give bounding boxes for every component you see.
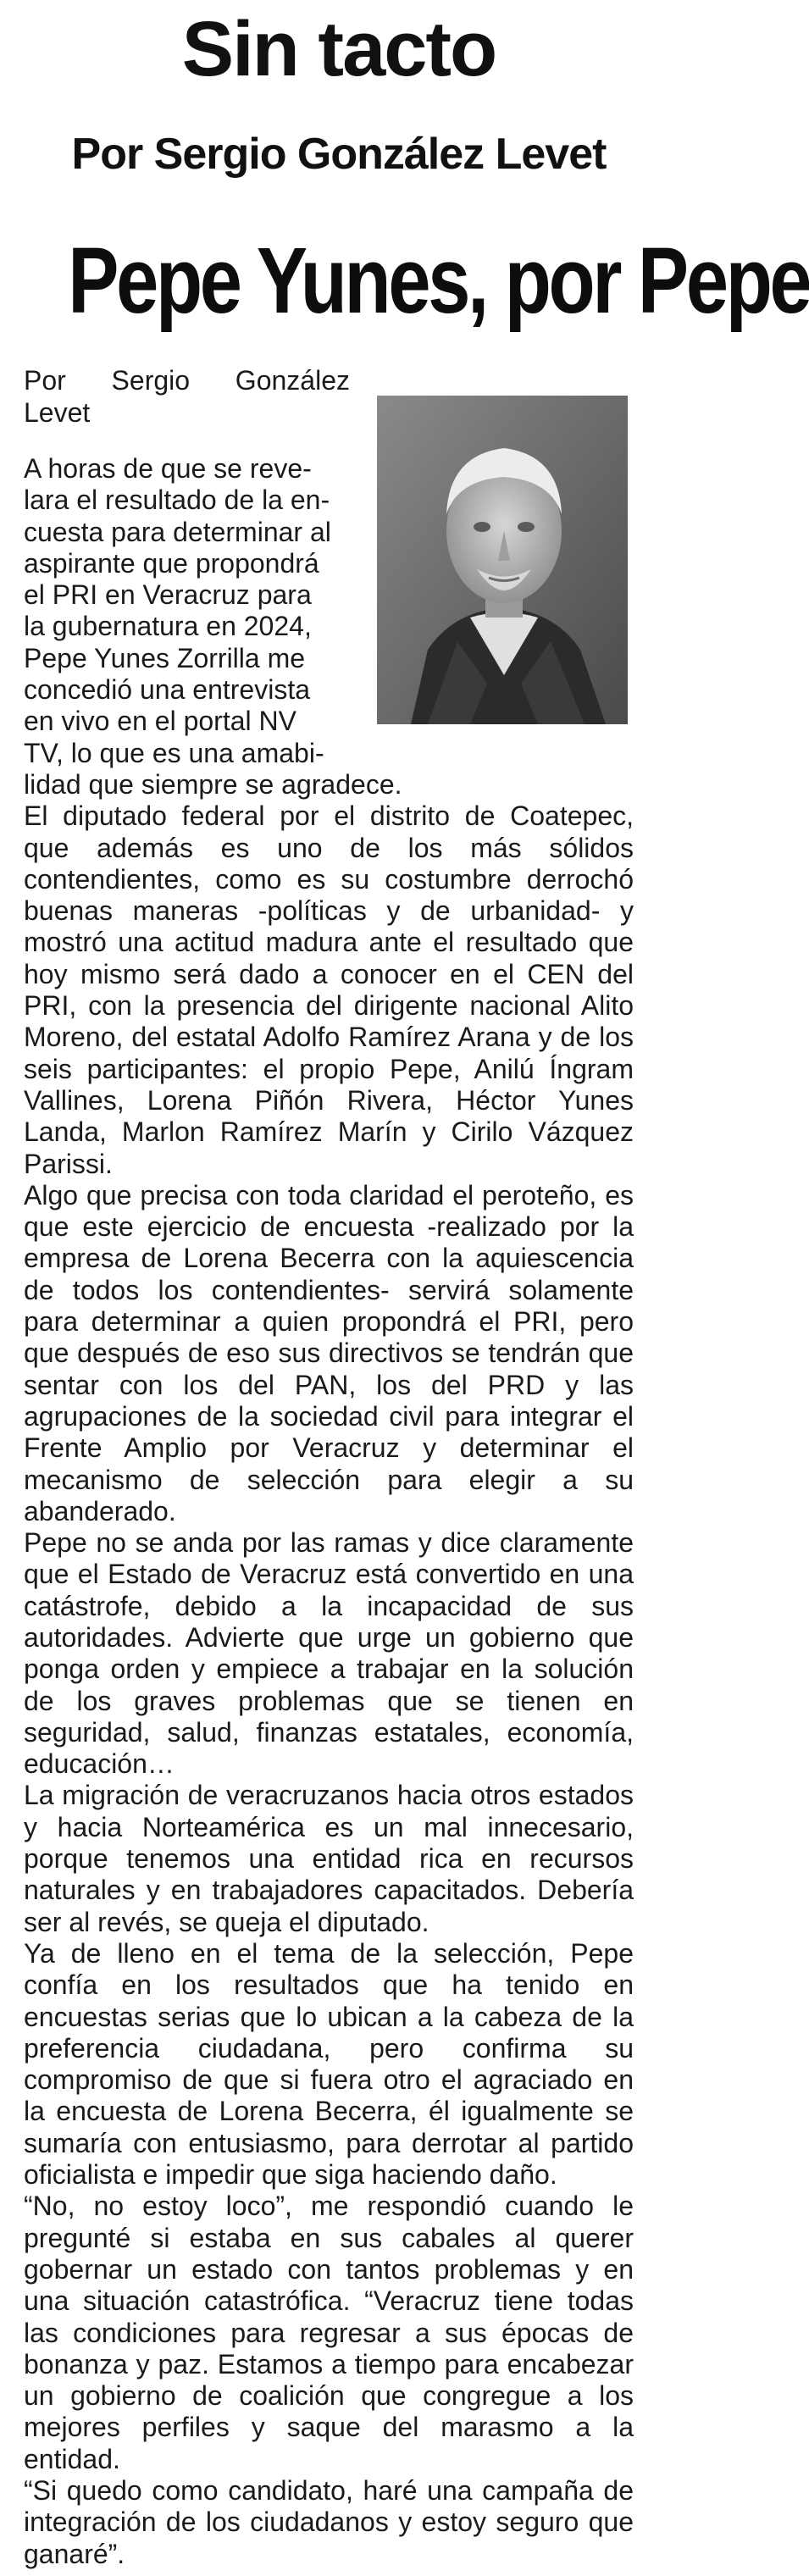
intro-line: la gubernatura en 2024, — [24, 611, 312, 642]
intro-line: Pepe Yunes Zorrilla me — [24, 642, 306, 673]
intro-line: TV, lo que es una amabi- — [24, 737, 324, 768]
column-title: Sin tacto — [181, 6, 496, 92]
paragraph: El diputado federal por el distrito de Coatepec, que además es uno de los más sólidos contendientes, como es su costumbre derrochó buenas maneras -políticas y de urbanidad- y mostró una actitud madura ante el resultado que hoy mismo será dado a conocer en el CEN del PRI, con la presencia del dirigente nacional Alito Moreno, del estatal Adolfo Ramírez Arana y de los seis participantes: el propio Pepe, Anilú Íngram Vallines, Lorena Piñón Rivera, Héctor Yunes Landa, Marlon Ramírez Marín y Cirilo Vázquez Parissi. — [24, 800, 634, 1179]
paragraph: Ya de lleno en el tema de la selección, Pepe confía en los resultados que ha tenido en encuestas serias que lo ubican a la cabeza de la preferencia ciudadana, pero confirma su compromiso de que si fuera otro el agraciado en la encuesta de Lorena Becerra, él igualmente se sumaría con entusiasmo, para derrotar al partido oficialista e impedir que siga haciendo daño. — [24, 1937, 634, 2191]
author-word: González — [235, 365, 350, 396]
intro-line: A horas de que se reve- — [24, 453, 312, 484]
author-word: Sergio — [111, 365, 191, 396]
paragraph: Algo que precisa con toda claridad el perotеño, es que este ejercicio de encuesta -realizado por la empresa de Lorena Becerra con la aquiescencia de todos los contendientes- servirá solamente para determinar a quien propondrá el PRI, pero que después de eso sus directivos se tendrán que sentar con los del PAN, los del PRD y las agrupaciones de la sociedad civil para integrar el Frente Amplio por Veracruz y determinar el mecanismo de selección para elegir a su abanderado. — [24, 1179, 634, 1526]
intro-paragraph — [24, 453, 350, 769]
intro-line: concedió una entrevista — [24, 674, 310, 706]
paragraph: Pepe no se anda por las ramas y dice claramente que el Estado de Veracruz está convertido en una catástrofe, debido a la incapacidad de sus autoridades. Advierte que urge un gobierno que ponga orden y empiece a trabajar en la solución de los graves problemas que se tienen en seguridad, salud, finanzas estatales, economía, educación… — [24, 1527, 634, 1780]
article-author — [24, 364, 363, 429]
intro-last-line: lidad que siempre se agradece. — [24, 768, 402, 800]
intro-line: en vivo en el portal NV — [24, 706, 296, 737]
author-line-2: Levet — [24, 397, 91, 428]
author-word: Por — [24, 365, 66, 396]
intro-line: aspirante que propondrá — [24, 547, 319, 579]
article-headline: Pepe Yunes, por Pepe — [68, 229, 809, 333]
intro-line: el PRI en Veracruz para — [24, 579, 312, 611]
intro-line: lara el resultado de la en- — [24, 485, 330, 516]
paragraph: “Si quedo como candidato, haré una campaña de integración de los ciudadanos y estoy seguro que ganaré”. — [24, 2475, 634, 2569]
author-line-1 — [24, 364, 350, 396]
article-body — [24, 453, 634, 2570]
paragraph: La migración de veracruzanos hacia otros estados y hacia Norteamérica es un mal innecesario, porque tenemos una entidad rica en recursos naturales y en trabajadores capacitados. Debería ser al revés, se queja el diputado. — [24, 1780, 634, 1937]
column-byline: Por Sergio González Levet — [71, 130, 607, 179]
intro-line: cuesta para determinar al — [24, 516, 331, 547]
paragraph: “No, no estoy loco”, me respondió cuando le pregunté si estaba en sus cabales al querer gobernar un estado con tantos problemas y en una situación catastrófica. “Veracruz tiene todas las condiciones para regresar a sus épocas de bonanza y paz. Estamos a tiempo para encabezar un gobierno de coalición que congregue a los mejores perfiles y saque del marasmo a la entidad. — [24, 2191, 634, 2474]
